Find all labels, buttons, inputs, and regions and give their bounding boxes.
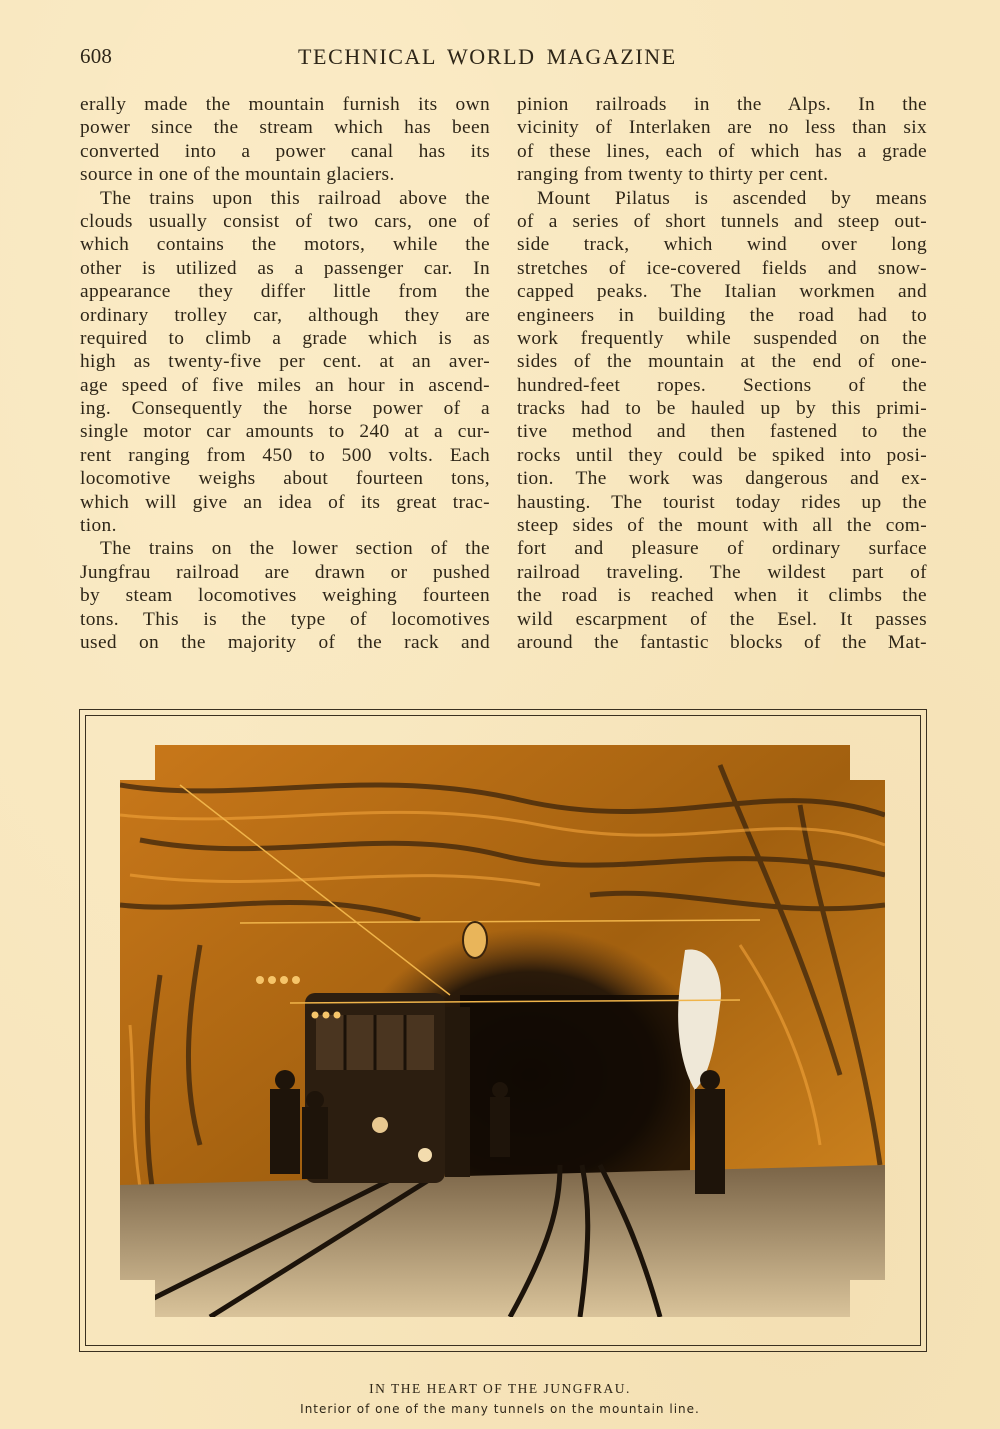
text-line: sides of the mountain at the end of one- xyxy=(517,351,927,373)
text-line: Mount Pilatus is ascended by means xyxy=(537,187,927,209)
text-line: around the fantastic blocks of the Mat- xyxy=(517,631,927,653)
magazine-title: TECHNICAL WORLD MAGAZINE xyxy=(298,44,677,69)
right-column xyxy=(517,93,927,654)
text-line: appearance they differ little from the xyxy=(80,281,490,303)
running-head xyxy=(80,44,928,70)
text-line: high as twenty-five per cent. at an aver- xyxy=(80,351,490,373)
text-line: source in one of the mountain glaciers. xyxy=(80,164,395,186)
tram-car xyxy=(305,993,470,1183)
text-line: age speed of five miles an hour in ascend- xyxy=(80,374,490,396)
plate-caption-title: IN THE HEART OF THE JUNGFRAU. xyxy=(369,1381,631,1396)
text-line: Jungfrau railroad are drawn or pushed xyxy=(80,561,490,583)
text-line: pinion railroads in the Alps. In the xyxy=(517,94,927,115)
text-line: clouds usually consist of two cars, one of xyxy=(80,210,490,232)
text-line: fort and pleasure of ordinary surface xyxy=(517,538,927,560)
text-line: ranging from twenty to thirty per cent. xyxy=(517,164,829,186)
text-line: rent ranging from 450 to 500 volts. Each xyxy=(80,444,490,466)
text-line: used on the majority of the rack and xyxy=(80,631,490,653)
text-line: steep sides of the mount with all the com- xyxy=(517,515,927,537)
text-line: engineers in building the road had to xyxy=(517,304,927,326)
text-line: side track, which wind over long xyxy=(517,234,927,256)
text-line: tons. This is the type of locomotives xyxy=(80,608,490,630)
text-line: hundred-feet ropes. Sections of the xyxy=(517,374,927,396)
text-line: which will give an idea of its great trac- xyxy=(80,491,490,513)
text-line: tracks had to be hauled up by this primi- xyxy=(517,398,927,420)
text-line: of these lines, each of which has a grade xyxy=(517,140,927,162)
text-line: stretches of ice-covered fields and snow- xyxy=(517,257,927,279)
text-line: the road is reached when it climbs the xyxy=(517,585,927,607)
text-line: ordinary trolley car, although they are xyxy=(80,304,490,326)
text-line: of a series of short tunnels and steep out- xyxy=(517,210,927,232)
text-line: ing. Consequently the horse power of a xyxy=(80,398,490,420)
text-line: by steam locomotives weighing fourteen xyxy=(80,585,490,607)
text-line: required to climb a grade which is as xyxy=(80,327,490,349)
text-line: The trains upon this railroad above the xyxy=(100,187,490,209)
text-line: other is utilized as a passenger car. In xyxy=(80,257,490,279)
text-line: power since the stream which has been xyxy=(80,117,490,139)
left-column xyxy=(80,93,490,654)
text-line: wild escarpment of the Esel. It passes xyxy=(517,608,927,630)
text-line: work frequently while suspended on the xyxy=(517,327,927,349)
text-line: tion. The work was dangerous and ex- xyxy=(517,468,927,490)
text-line: capped peaks. The Italian workmen and xyxy=(517,281,927,303)
text-line: tion. xyxy=(80,515,117,537)
tunnel-photograph xyxy=(120,745,885,1317)
text-line: tive method and then fastened to the xyxy=(517,421,927,443)
text-line: vicinity of Interlaken are no less than six xyxy=(517,117,927,139)
text-line: locomotive weighs about fourteen tons, xyxy=(80,468,490,490)
text-line: railroad traveling. The wildest part of xyxy=(517,561,927,583)
text-line: erally made the mountain furnish its own xyxy=(80,94,490,115)
text-line: rocks until they could be spiked into posi- xyxy=(517,444,927,466)
text-line: which contains the motors, while the xyxy=(80,234,490,256)
plate-caption-subtitle: Interior of one of the many tunnels on the mountain line. xyxy=(300,1402,700,1416)
page-number: 608 xyxy=(80,44,113,68)
text-line: converted into a power canal has its xyxy=(80,140,490,162)
text-line: The trains on the lower section of the xyxy=(100,538,490,560)
text-line: hausting. The tourist today rides up the xyxy=(517,491,927,513)
text-line: single motor car amounts to 240 at a cur- xyxy=(80,421,490,443)
